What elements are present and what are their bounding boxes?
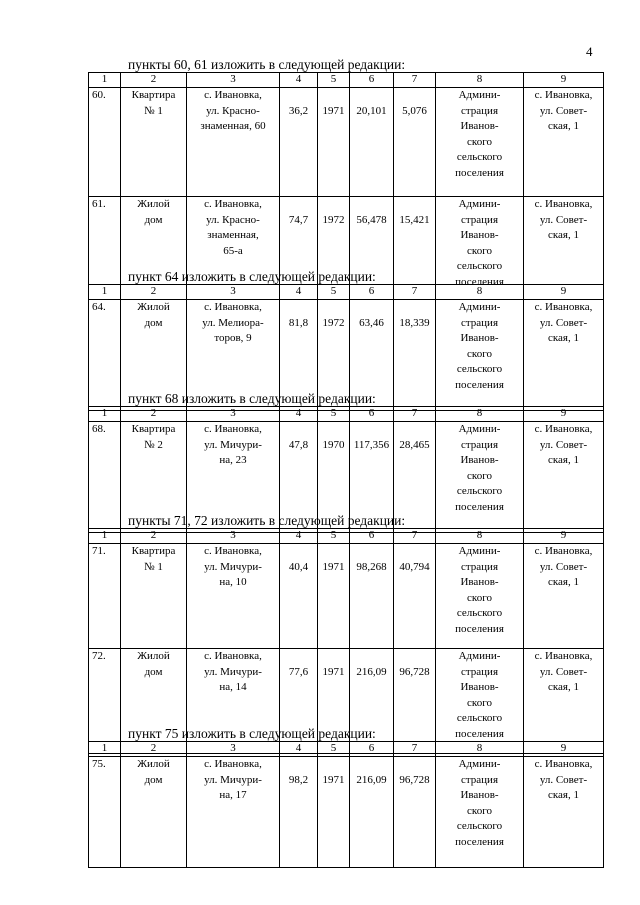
table-cell: 1972 [318, 300, 350, 411]
amendment-section [88, 392, 603, 512]
table-cell: 1971 [318, 88, 350, 197]
column-number: 5 [318, 529, 350, 544]
table-cell: 117,356 [350, 422, 394, 533]
table-header-row [89, 407, 604, 422]
table-cell: 63,46 [350, 300, 394, 411]
property-table [88, 72, 604, 300]
table-cell: 20,101 [350, 88, 394, 197]
column-number: 4 [280, 285, 318, 300]
table-cell: с. Ивановка, ул. Красно- знаменная, 60 [187, 88, 280, 197]
property-table [88, 528, 604, 754]
table-cell: 1971 [318, 544, 350, 649]
column-number: 8 [436, 742, 524, 757]
table-cell: 1970 [318, 422, 350, 533]
column-number: 7 [394, 285, 436, 300]
column-number: 7 [394, 407, 436, 422]
table-cell: Админи- страция Иванов- ского сельского поселения [436, 88, 524, 197]
table-cell: Жилой дом [121, 197, 187, 300]
table-cell: с. Ивановка, ул. Совет- ская, 1 [524, 197, 604, 300]
column-number: 6 [350, 285, 394, 300]
table-cell: с. Ивановка, ул. Совет- ская, 1 [524, 649, 604, 754]
table-cell: 75. [89, 757, 121, 868]
column-number: 2 [121, 529, 187, 544]
table-cell: с. Ивановка, ул. Мелиора- торов, 9 [187, 300, 280, 411]
table-cell: Жилой дом [121, 649, 187, 754]
column-number: 4 [280, 407, 318, 422]
column-number: 2 [121, 73, 187, 88]
table-cell: Квартира № 1 [121, 88, 187, 197]
column-number: 8 [436, 529, 524, 544]
column-number: 4 [280, 529, 318, 544]
table-cell: 15,421 [394, 197, 436, 300]
table-header-row [89, 529, 604, 544]
table-cell: с. Ивановка, ул. Совет- ская, 1 [524, 757, 604, 868]
table-cell: с. Ивановка, ул. Совет- ская, 1 [524, 422, 604, 533]
table-cell: 64. [89, 300, 121, 411]
table-cell: 56,478 [350, 197, 394, 300]
table-cell: Жилой дом [121, 757, 187, 868]
table-cell: Админи- страция Иванов- ского сельского поселения [436, 649, 524, 754]
column-number: 1 [89, 73, 121, 88]
column-number: 1 [89, 529, 121, 544]
column-number: 5 [318, 73, 350, 88]
table-cell: с. Ивановка, ул. Мичури- на, 17 [187, 757, 280, 868]
table-cell: 47,8 [280, 422, 318, 533]
column-number: 6 [350, 742, 394, 757]
section-title: пункт 68 изложить в следующей редакции: [128, 391, 376, 406]
column-number: 7 [394, 742, 436, 757]
table-cell: 72. [89, 649, 121, 754]
column-number: 9 [524, 285, 604, 300]
column-number: 1 [89, 407, 121, 422]
table-header-row [89, 285, 604, 300]
amendment-section [88, 727, 603, 849]
table-cell: 96,728 [394, 757, 436, 868]
column-number: 8 [436, 73, 524, 88]
table-row [89, 88, 604, 197]
table-cell: с. Ивановка, ул. Красно- знаменная, 65-а [187, 197, 280, 300]
column-number: 7 [394, 73, 436, 88]
table-row [89, 544, 604, 649]
column-number: 7 [394, 529, 436, 544]
column-number: 3 [187, 73, 280, 88]
table-cell: 1971 [318, 757, 350, 868]
section-title: пункт 64 изложить в следующей редакции: [128, 269, 376, 284]
table-cell: 36,2 [280, 88, 318, 197]
column-number: 9 [524, 407, 604, 422]
table-cell: 74,7 [280, 197, 318, 300]
table-cell: 18,339 [394, 300, 436, 411]
column-number: 5 [318, 407, 350, 422]
table-cell: 40,4 [280, 544, 318, 649]
column-number: 2 [121, 407, 187, 422]
table-cell: 77,6 [280, 649, 318, 754]
table-cell: Квартира № 1 [121, 544, 187, 649]
table-cell: 96,728 [394, 649, 436, 754]
column-number: 3 [187, 742, 280, 757]
column-number: 4 [280, 742, 318, 757]
table-cell: с. Ивановка, ул. Совет- ская, 1 [524, 88, 604, 197]
table-cell: 60. [89, 88, 121, 197]
table-cell: 98,2 [280, 757, 318, 868]
column-number: 2 [121, 742, 187, 757]
column-number: 6 [350, 407, 394, 422]
table-cell: Админи- страция Иванов- ского сельского поселения [436, 422, 524, 533]
amendment-section [88, 270, 603, 390]
column-number: 3 [187, 285, 280, 300]
table-cell: 68. [89, 422, 121, 533]
section-title: пункты 60, 61 изложить в следующей редакции: [128, 57, 406, 72]
column-number: 9 [524, 529, 604, 544]
table-cell: Жилой дом [121, 300, 187, 411]
column-number: 5 [318, 742, 350, 757]
page-number: 4 [586, 44, 593, 59]
property-table [88, 741, 604, 868]
column-number: 1 [89, 742, 121, 757]
column-number: 8 [436, 285, 524, 300]
table-cell: 28,465 [394, 422, 436, 533]
table-cell: 81,8 [280, 300, 318, 411]
table-cell: 40,794 [394, 544, 436, 649]
column-number: 3 [187, 407, 280, 422]
table-cell: Админи- страция Иванов- ского сельского поселения [436, 544, 524, 649]
table-cell: 71. [89, 544, 121, 649]
table-header-row [89, 73, 604, 88]
table-cell: 216,09 [350, 649, 394, 754]
table-cell: с. Ивановка, ул. Совет- ская, 1 [524, 544, 604, 649]
column-number: 9 [524, 742, 604, 757]
table-cell: Квартира № 2 [121, 422, 187, 533]
table-header-row [89, 742, 604, 757]
column-number: 8 [436, 407, 524, 422]
column-number: 6 [350, 529, 394, 544]
column-number: 3 [187, 529, 280, 544]
table-cell: 1972 [318, 197, 350, 300]
table-cell: 98,268 [350, 544, 394, 649]
table-cell: с. Ивановка, ул. Мичури- на, 10 [187, 544, 280, 649]
table-cell: 1971 [318, 649, 350, 754]
column-number: 2 [121, 285, 187, 300]
table-cell: с. Ивановка, ул. Мичури- на, 23 [187, 422, 280, 533]
table-cell: 5,076 [394, 88, 436, 197]
table-cell: с. Ивановка, ул. Совет- ская, 1 [524, 300, 604, 411]
column-number: 5 [318, 285, 350, 300]
table-row [89, 757, 604, 868]
table-cell: 61. [89, 197, 121, 300]
column-number: 6 [350, 73, 394, 88]
column-number: 4 [280, 73, 318, 88]
table-cell: Админи- страция Иванов- ского сельского поселения [436, 197, 524, 300]
table-cell: с. Ивановка, ул. Мичури- на, 14 [187, 649, 280, 754]
table-cell: Админи- страция Иванов- ского сельского поселения [436, 300, 524, 411]
column-number: 1 [89, 285, 121, 300]
column-number: 9 [524, 73, 604, 88]
table-cell: 216,09 [350, 757, 394, 868]
table-cell: Админи- страция Иванов- ского сельского поселения [436, 757, 524, 868]
section-title: пункт 75 изложить в следующей редакции: [128, 726, 376, 741]
section-title: пункты 71, 72 изложить в следующей редакции: [128, 513, 406, 528]
